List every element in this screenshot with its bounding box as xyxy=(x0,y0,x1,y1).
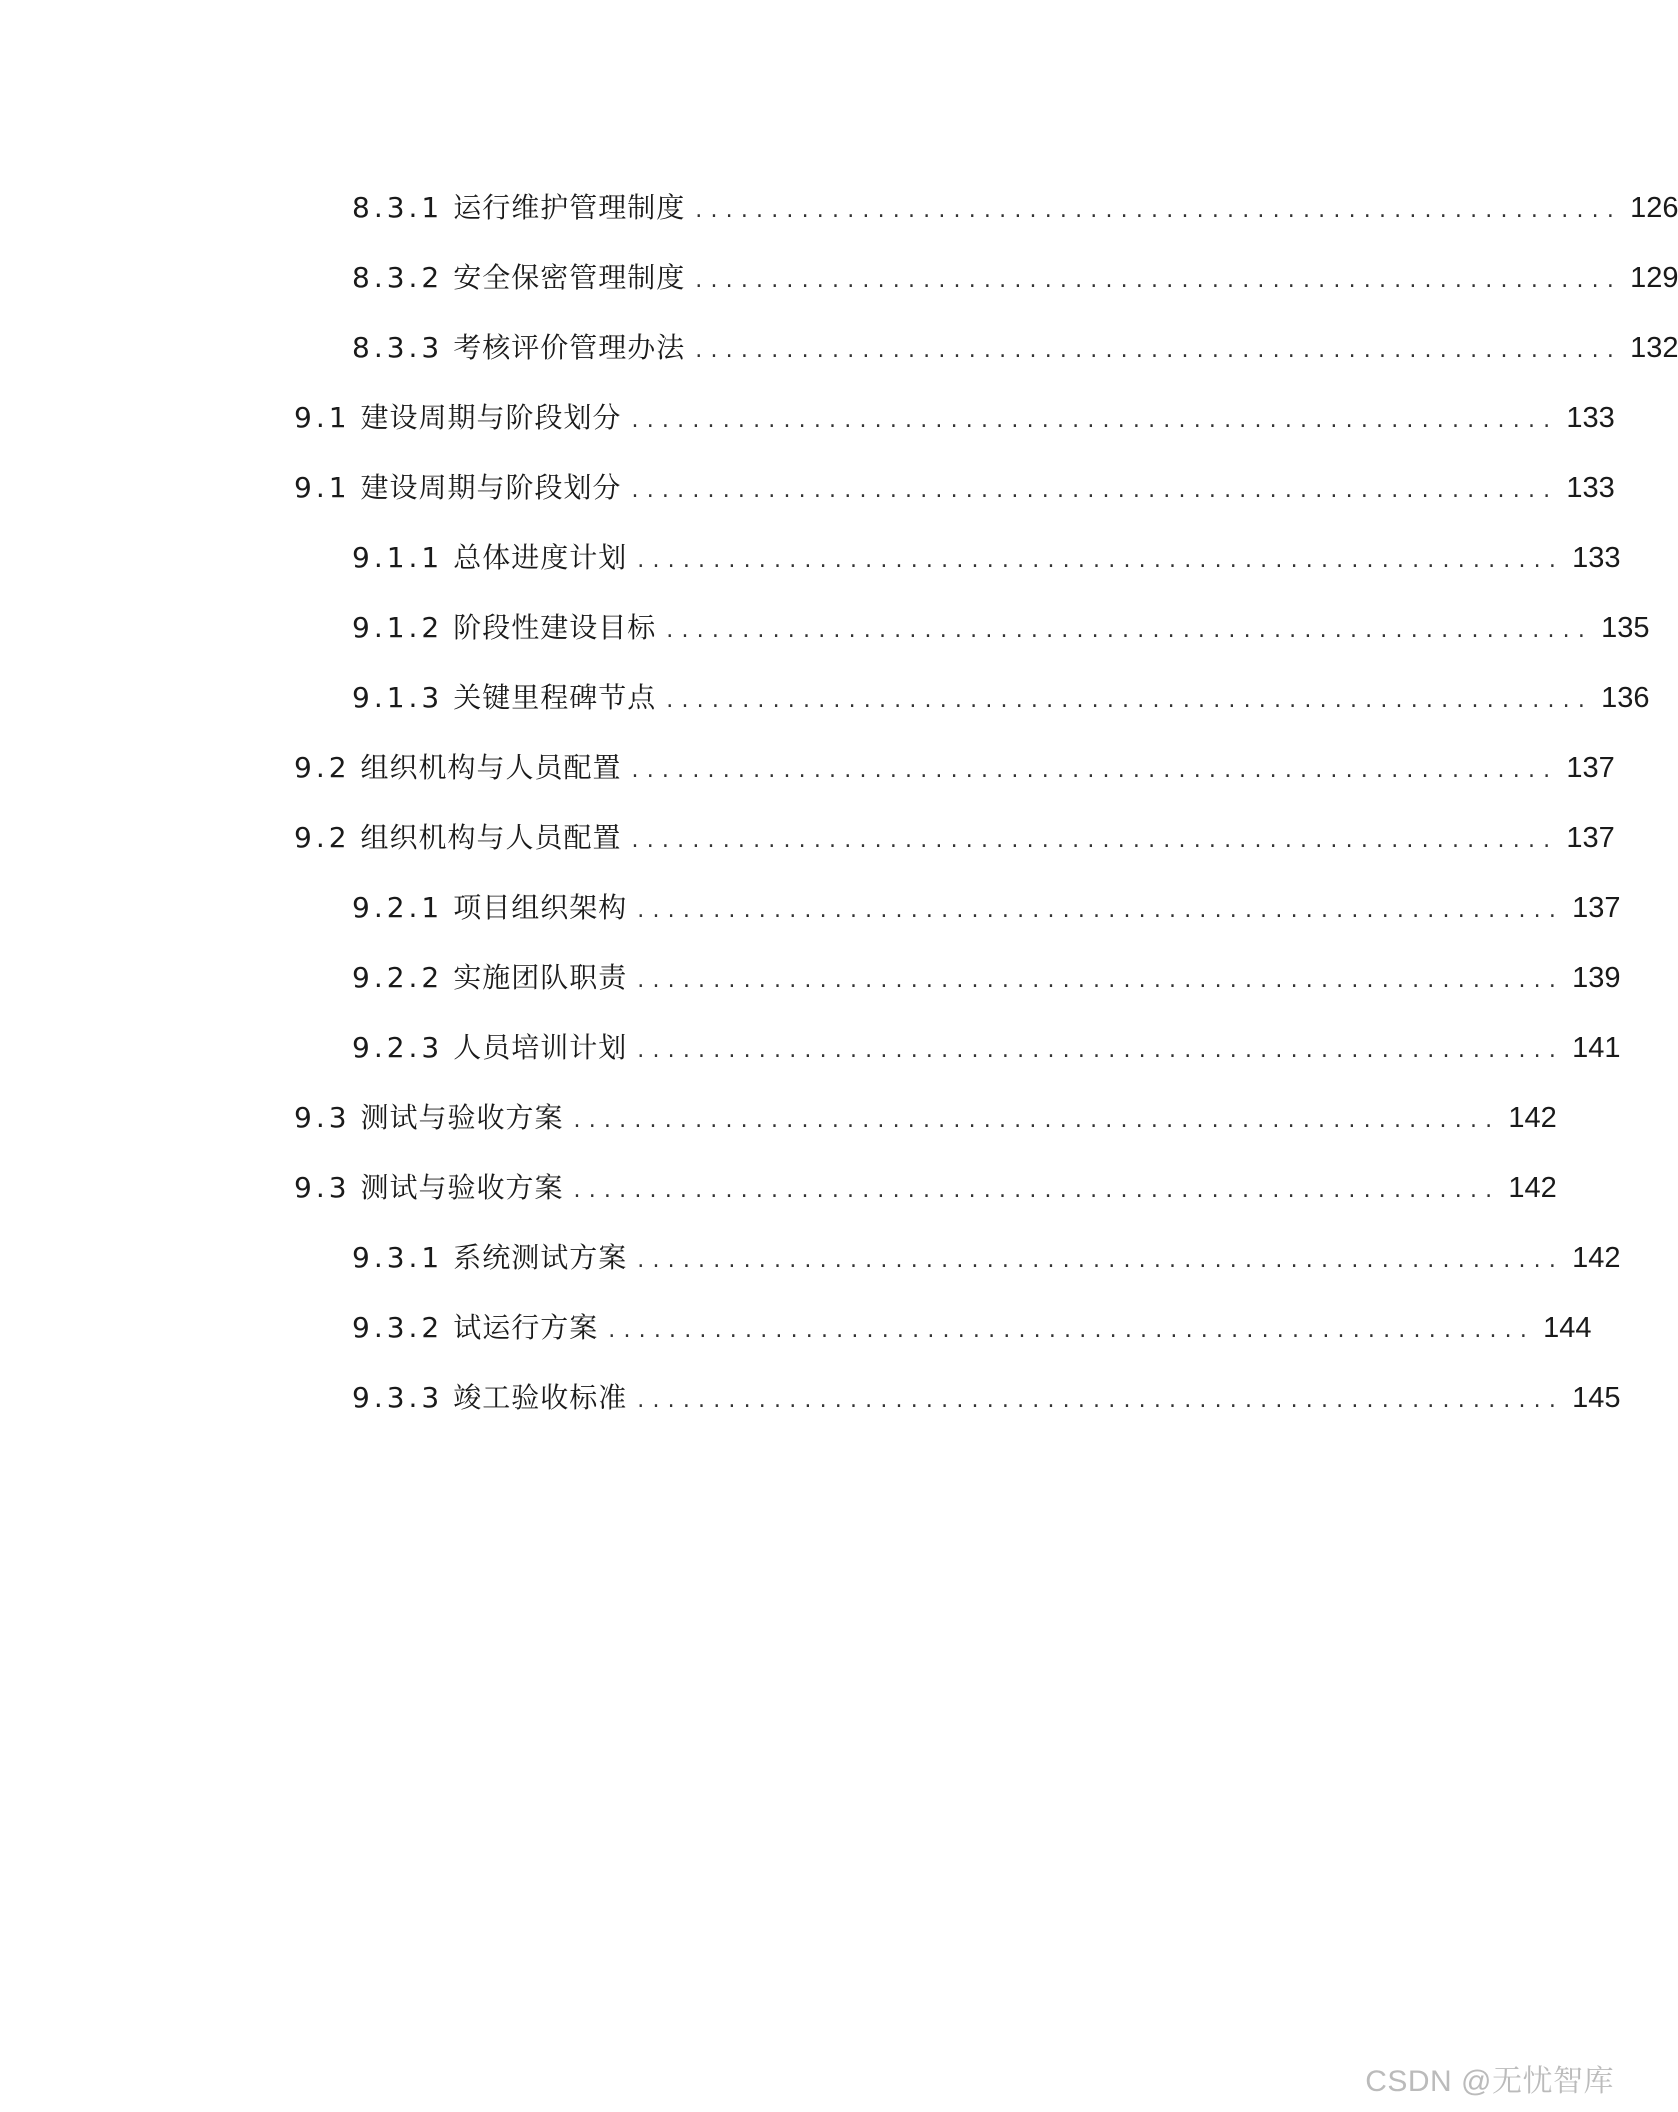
toc-dot-leader: ............................................................. xyxy=(695,198,1623,223)
toc-entry-title: 考核评价管理办法 xyxy=(453,331,686,364)
toc-entry-title: 实施团队职责 xyxy=(453,961,628,994)
toc-entry[interactable] xyxy=(352,318,1678,378)
toc-dot-leader: ............................................................. xyxy=(695,268,1623,293)
toc-entry-page: 137 xyxy=(1566,751,1615,784)
toc-entry-number: 9.2.1 xyxy=(352,891,444,924)
toc-entry-page: 142 xyxy=(1508,1101,1557,1134)
toc-entry-number: 9.2 xyxy=(294,751,351,784)
toc-entry-page: 142 xyxy=(1508,1171,1557,1204)
toc-entry-page: 144 xyxy=(1543,1311,1592,1344)
toc-entry-number: 9.1 xyxy=(294,471,351,504)
toc-entry[interactable] xyxy=(352,598,1650,658)
toc-entry-number: 9.1.2 xyxy=(352,611,444,644)
toc-entry[interactable] xyxy=(294,388,1615,448)
toc-entry-title: 测试与验收方案 xyxy=(360,1101,564,1134)
toc-entry-number: 8.3.3 xyxy=(352,331,444,364)
toc-entry-title: 组织机构与人员配置 xyxy=(360,821,622,854)
toc-dot-leader: ............................................................. xyxy=(695,338,1623,363)
toc-entry-number: 9.1.1 xyxy=(352,541,444,574)
toc-entry-page: 133 xyxy=(1566,401,1615,434)
toc-entry[interactable] xyxy=(352,1228,1621,1288)
toc-entry-number: 9.3 xyxy=(294,1171,351,1204)
toc-entry[interactable] xyxy=(294,738,1615,798)
toc-dot-leader: ............................................................. xyxy=(631,758,1559,783)
toc-entry-page: 137 xyxy=(1572,891,1621,924)
toc-entry-number: 8.3.1 xyxy=(352,191,444,224)
toc-entry-title: 总体进度计划 xyxy=(453,541,628,574)
toc-entry-page: 133 xyxy=(1572,541,1621,574)
toc-entry-title: 运行维护管理制度 xyxy=(453,191,686,224)
toc-dot-leader: ............................................................. xyxy=(637,968,1565,993)
watermark: CSDN @无忧智库 xyxy=(1365,2065,1614,2098)
toc-dot-leader: ............................................................. xyxy=(608,1318,1536,1343)
toc-dot-leader: ............................................................. xyxy=(637,1038,1565,1063)
toc-entry-title: 阶段性建设目标 xyxy=(453,611,657,644)
toc-entry-number: 9.3.2 xyxy=(352,1311,444,1344)
toc-entry-page: 135 xyxy=(1601,611,1650,644)
toc-entry-title: 测试与验收方案 xyxy=(360,1171,564,1204)
toc-dot-leader: ............................................................. xyxy=(573,1108,1501,1133)
toc-entry[interactable] xyxy=(352,1368,1621,1428)
toc-entry[interactable] xyxy=(294,1088,1557,1148)
toc-entry[interactable] xyxy=(352,248,1678,308)
toc-entry-page: 137 xyxy=(1566,821,1615,854)
toc-entry-page: 132 xyxy=(1630,331,1678,364)
toc-entry-number: 9.3 xyxy=(294,1101,351,1134)
toc-entry-number: 9.2.3 xyxy=(352,1031,444,1064)
toc-entry-title: 项目组织架构 xyxy=(453,891,628,924)
toc-entry-page: 129 xyxy=(1630,261,1678,294)
toc-entry-page: 141 xyxy=(1572,1031,1621,1064)
toc-entry-number: 9.2.2 xyxy=(352,961,444,994)
toc-entry-title: 安全保密管理制度 xyxy=(453,261,686,294)
toc-dot-leader: ............................................................. xyxy=(637,898,1565,923)
toc-entry-number: 9.1.3 xyxy=(352,681,444,714)
toc-dot-leader: ............................................................. xyxy=(637,1388,1565,1413)
toc-entry[interactable] xyxy=(294,808,1615,868)
toc-dot-leader: ............................................................. xyxy=(573,1178,1501,1203)
toc-entry-page: 139 xyxy=(1572,961,1621,994)
toc-dot-leader: ............................................................. xyxy=(631,408,1559,433)
toc-entry-title: 系统测试方案 xyxy=(453,1241,628,1274)
toc-entry-number: 9.1 xyxy=(294,401,351,434)
toc-entry-page: 142 xyxy=(1572,1241,1621,1274)
toc-entry[interactable] xyxy=(352,1298,1592,1358)
toc-entry-page: 136 xyxy=(1601,681,1650,714)
toc-entry-page: 133 xyxy=(1566,471,1615,504)
toc-entry[interactable] xyxy=(294,458,1615,518)
toc-entry[interactable] xyxy=(352,878,1621,938)
toc-entry-number: 8.3.2 xyxy=(352,261,444,294)
toc-entry[interactable] xyxy=(352,528,1621,588)
toc-entry-title: 试运行方案 xyxy=(453,1311,599,1344)
toc-entry[interactable] xyxy=(352,668,1650,728)
toc-dot-leader: ............................................................. xyxy=(637,1248,1565,1273)
toc-entry[interactable] xyxy=(352,178,1678,238)
toc-entry-title: 人员培训计划 xyxy=(453,1031,628,1064)
toc-entry-page: 145 xyxy=(1572,1381,1621,1414)
toc-dot-leader: ............................................................. xyxy=(637,548,1565,573)
toc-dot-leader: ............................................................. xyxy=(666,688,1594,713)
toc-entry-number: 9.3.3 xyxy=(352,1381,444,1414)
toc-entry-title: 组织机构与人员配置 xyxy=(360,751,622,784)
toc-entry-title: 竣工验收标准 xyxy=(453,1381,628,1414)
toc-entry-title: 建设周期与阶段划分 xyxy=(360,471,622,504)
toc-entry[interactable] xyxy=(294,1158,1557,1218)
toc-dot-leader: ............................................................. xyxy=(631,828,1559,853)
toc-dot-leader: ............................................................. xyxy=(666,618,1594,643)
toc-entry[interactable] xyxy=(352,948,1621,1008)
toc-entry[interactable] xyxy=(352,1018,1621,1078)
toc-entry-page: 126 xyxy=(1630,191,1678,224)
toc-entry-title: 关键里程碑节点 xyxy=(453,681,657,714)
toc-entry-number: 9.3.1 xyxy=(352,1241,444,1274)
toc-dot-leader: ............................................................. xyxy=(631,478,1559,503)
toc-entry-number: 9.2 xyxy=(294,821,351,854)
toc-entry-title: 建设周期与阶段划分 xyxy=(360,401,622,434)
